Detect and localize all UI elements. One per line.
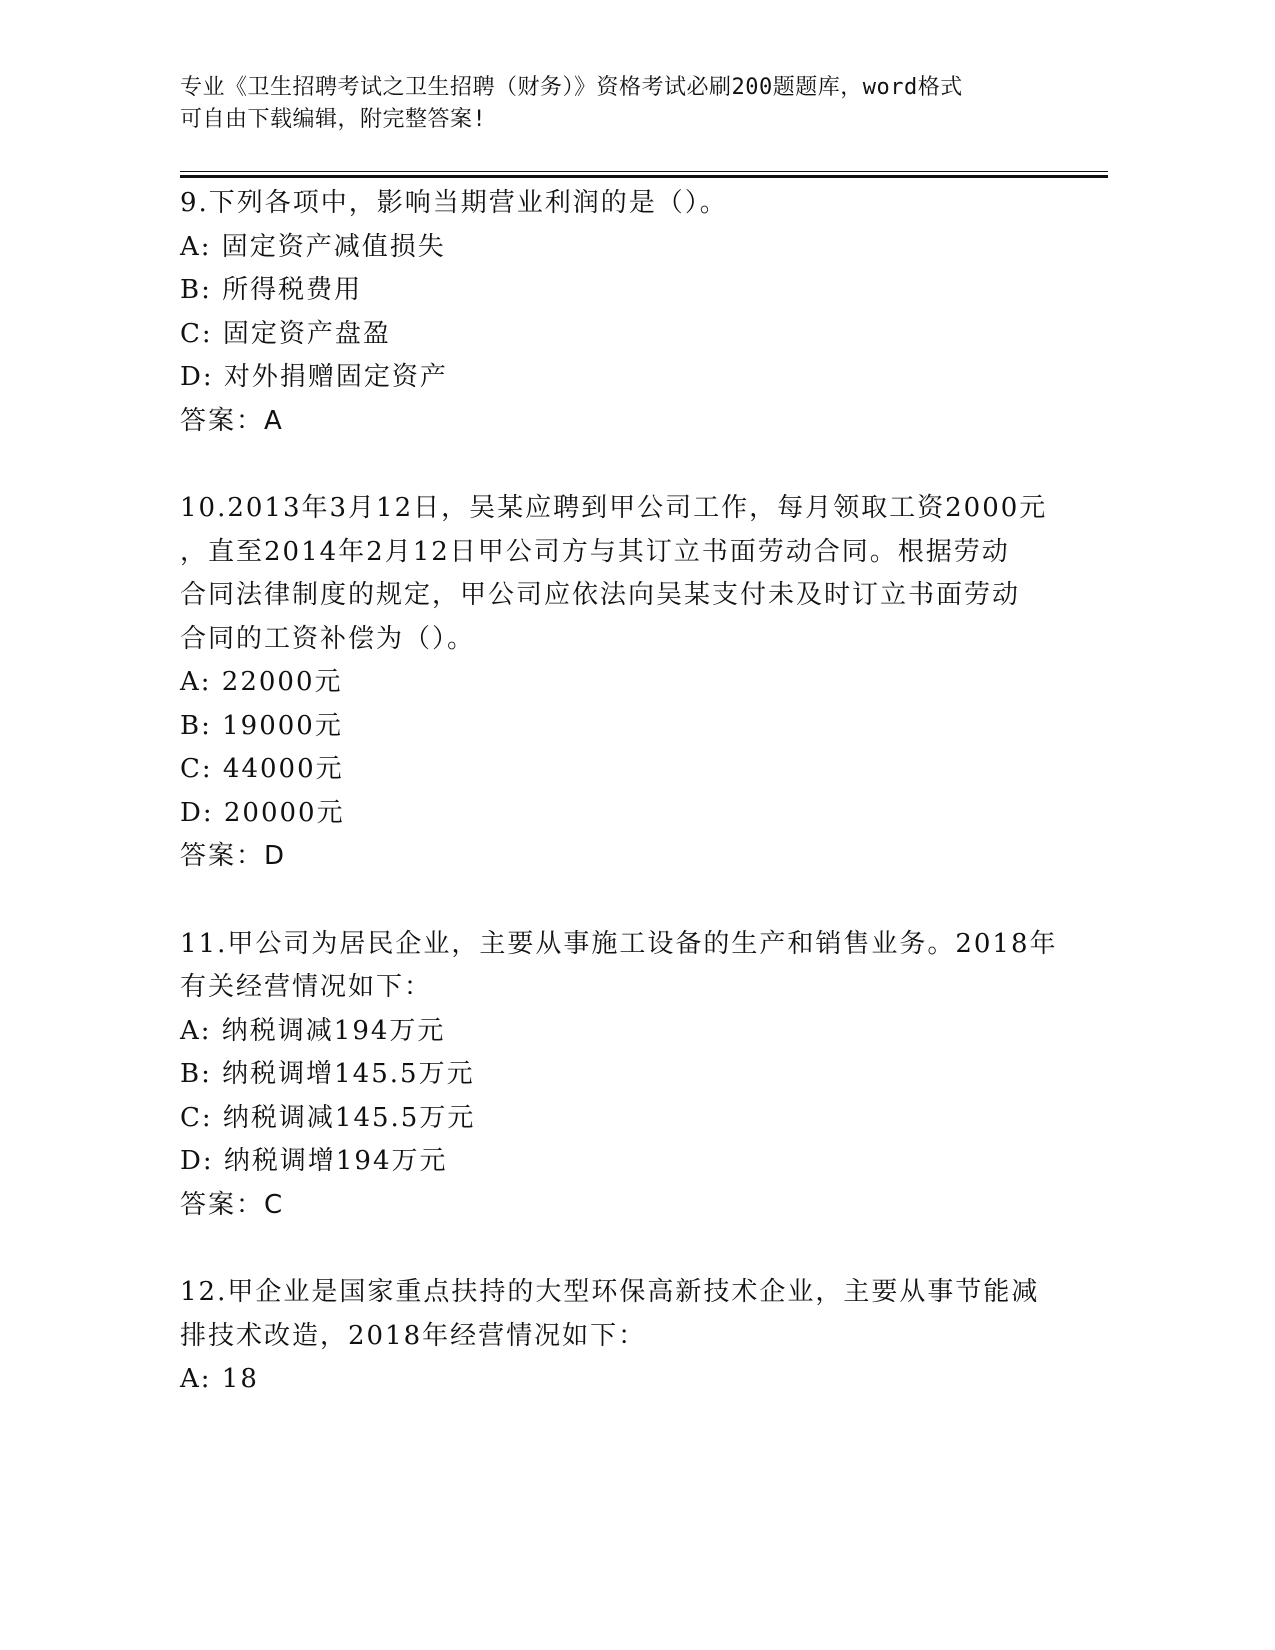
option-d: D: 20000元 xyxy=(180,797,345,828)
document-header xyxy=(180,72,1080,136)
option-c: C: 44000元 xyxy=(180,754,344,784)
option-a: A: 18 xyxy=(180,1364,259,1394)
answer-label: 答案：D xyxy=(180,841,287,871)
question-stem: 合同法律制度的规定，甲公司应依法向吴某支付未及时订立书面劳动 xyxy=(180,580,1021,610)
option-b: B: 19000元 xyxy=(180,710,343,741)
question-stem: 9.下列各项中，影响当期营业利润的是（）。 xyxy=(180,188,728,218)
option-d: D: 对外捐赠固定资产 xyxy=(180,362,448,392)
option-b: B: 所得税费用 xyxy=(180,275,363,305)
header-line-1: 专业《卫生招聘考试之卫生招聘（财务）》资格考试必刷200题题库，word格式 xyxy=(180,75,963,100)
question-12 xyxy=(180,1271,1080,1402)
header-line-2: 可自由下载编辑，附完整答案! xyxy=(180,107,487,132)
question-stem: 11.甲公司为居民企业，主要从事施工设备的生产和销售业务。2018年 xyxy=(180,928,1058,959)
header-divider-thin xyxy=(180,171,1108,172)
answer-label: 答案：C xyxy=(180,1189,285,1220)
question-list xyxy=(180,182,1080,1402)
question-9 xyxy=(180,182,1080,443)
question-11 xyxy=(180,923,1080,1228)
question-stem: ，直至2014年2月12日甲公司方与其订立书面劳动合同。根据劳动 xyxy=(180,536,1010,567)
question-stem: 合同的工资补偿为（）。 xyxy=(180,623,476,654)
option-d: D: 纳税调增194万元 xyxy=(180,1146,448,1176)
option-c: C: 纳税调减145.5万元 xyxy=(180,1102,476,1133)
option-a: A: 纳税调减194万元 xyxy=(180,1015,446,1046)
option-a: A: 22000元 xyxy=(180,667,343,697)
question-stem: 有关经营情况如下： xyxy=(180,972,433,1002)
question-stem: 排技术改造，2018年经营情况如下： xyxy=(180,1320,647,1351)
header-divider-thick xyxy=(180,175,1108,178)
option-c: C: 固定资产盘盈 xyxy=(180,318,391,349)
option-a: A: 固定资产减值损失 xyxy=(180,231,446,262)
question-stem: 10.2013年3月12日，吴某应聘到甲公司工作，每月领取工资2000元 xyxy=(180,493,1048,523)
answer-label: 答案：A xyxy=(180,405,284,436)
question-stem: 12.甲企业是国家重点扶持的大型环保高新技术企业，主要从事节能减 xyxy=(180,1277,1040,1307)
option-b: B: 纳税调增145.5万元 xyxy=(180,1059,475,1089)
question-10 xyxy=(180,487,1080,879)
